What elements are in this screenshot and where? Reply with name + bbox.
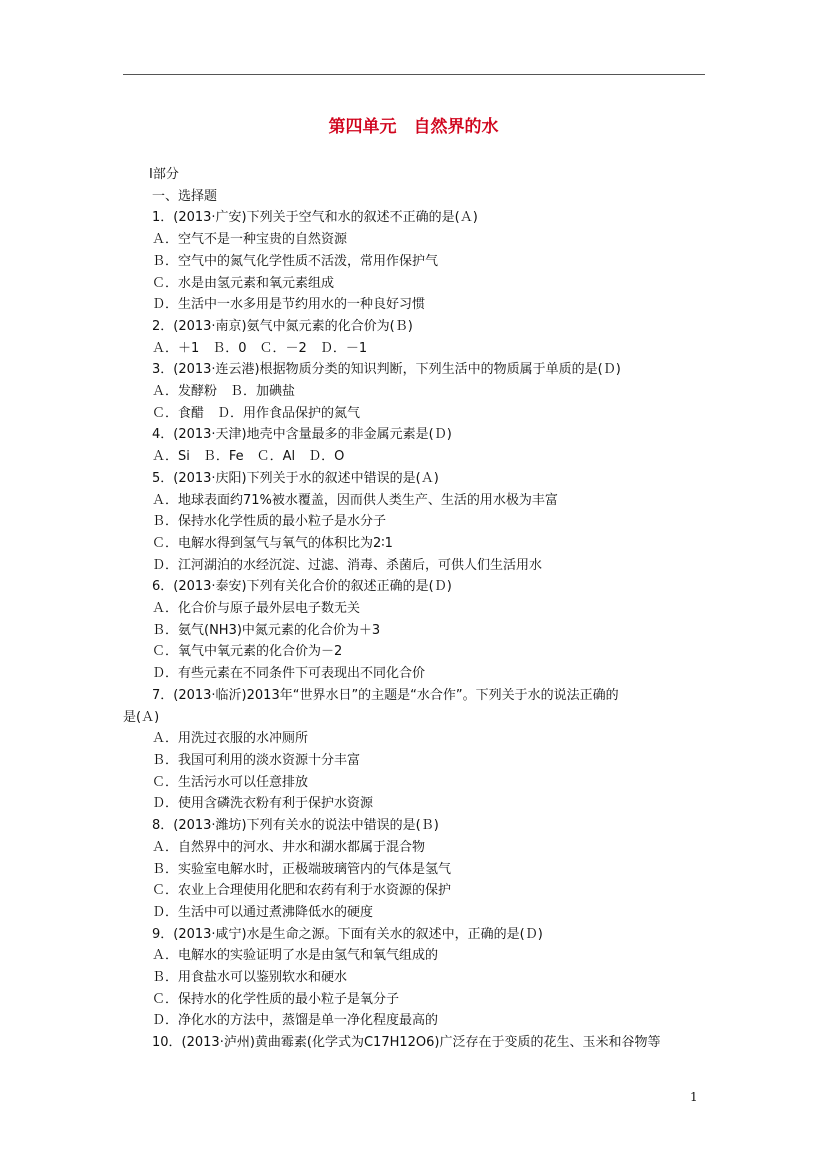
option-line: Ａ．电解水的实验证明了水是由氢气和氧气组成的	[152, 948, 439, 964]
question-stem: 1．(2013·广安)下列关于空气和水的叙述不正确的是(Ａ)	[152, 210, 478, 226]
option-line: Ａ．空气不是一种宝贵的自然资源	[152, 232, 348, 248]
question-stem: 5．(2013·庆阳)下列关于水的叙述中错误的是(Ａ)	[152, 470, 439, 486]
option-line: Ｃ．农业上合理使用化肥和农药有利于水资源的保护	[152, 883, 452, 899]
option-line: Ｄ．生活中可以通过煮沸降低水的硬度	[152, 904, 374, 920]
option-line: Ａ．化合价与原子最外层电子数无关	[152, 601, 361, 617]
subsection-heading: 一、选择题	[152, 188, 218, 204]
option-line: Ｂ．氨气(NH3)中氮元素的化合价为＋3	[152, 622, 381, 638]
option-line: Ｄ．净化水的方法中，蒸馏是单一净化程度最高的	[152, 1013, 439, 1029]
question-stem: 7．(2013·临沂)2013年“世界水日”的主题是“水合作”。下列关于水的说法正确的	[152, 687, 619, 703]
page-title: 第四单元 自然界的水	[328, 117, 499, 137]
option-line: Ｃ．电解水得到氢气与氧气的体积比为2∶1	[152, 535, 393, 551]
question-stem: 4．(2013·天津)地壳中含量最多的非金属元素是(Ｄ)	[152, 427, 452, 443]
option-line: Ｃ．氧气中氧元素的化合价为－2	[152, 644, 343, 660]
option-line: Ａ．发酵粉 Ｂ．加碘盐	[152, 384, 296, 400]
question-stem-continuation: 是(Ａ)	[123, 709, 160, 725]
question-stem: 9．(2013·咸宁)水是生命之源。下面有关水的叙述中，正确的是(Ｄ)	[152, 926, 543, 942]
question-stem: 8．(2013·潍坊)下列有关水的说法中错误的是(Ｂ)	[152, 818, 439, 834]
option-line: Ｃ．生活污水可以任意排放	[152, 774, 309, 790]
option-line: Ｂ．空气中的氮气化学性质不活泼，常用作保护气	[152, 253, 439, 269]
question-stem: 6．(2013·泰安)下列有关化合价的叙述正确的是(Ｄ)	[152, 579, 452, 595]
section-heading: Ⅰ部分	[149, 167, 179, 182]
option-line: Ｂ．用食盐水可以鉴别软水和硬水	[152, 970, 348, 986]
option-line: Ｂ．我国可利用的淡水资源十分丰富	[152, 752, 361, 768]
option-line: Ｂ．保持水化学性质的最小粒子是水分子	[152, 514, 387, 530]
option-line: Ａ．自然界中的河水、井水和湖水都属于混合物	[152, 839, 426, 855]
page-number: 1	[690, 1090, 698, 1104]
option-line: Ｄ．生活中一水多用是节约用水的一种良好习惯	[152, 297, 426, 313]
option-line: Ａ．地球表面约71%被水覆盖，因而供人类生产、生活的用水极为丰富	[152, 492, 558, 508]
document-body	[123, 164, 705, 1054]
question-stem: 2．(2013·南京)氨气中氮元素的化合价为(Ｂ)	[152, 318, 413, 334]
option-line: Ｃ．食醋 Ｄ．用作食品保护的氮气	[152, 405, 361, 421]
option-line: Ａ．Si Ｂ．Fe Ｃ．Al Ｄ．O	[152, 449, 345, 465]
option-line: Ｄ．使用含磷洗衣粉有利于保护水资源	[152, 796, 374, 812]
option-line: Ａ．用洗过衣服的水冲厕所	[152, 731, 309, 747]
question-stem: 3．(2013·连云港)根据物质分类的知识判断，下列生活中的物质属于单质的是(Ｄ)	[152, 362, 621, 378]
option-line: Ｃ．保持水的化学性质的最小粒子是氧分子	[152, 991, 400, 1007]
option-line: Ｄ．江河湖泊的水经沉淀、过滤、消毒、杀菌后，可供人们生活用水	[152, 557, 543, 573]
option-line: Ｄ．有些元素在不同条件下可表现出不同化合价	[152, 666, 426, 682]
question-stem: 10．(2013·泸州)黄曲霉素(化学式为C17H12O6)广泛存在于变质的花生、玉米和谷物等	[152, 1035, 661, 1051]
option-line: Ａ．＋1 Ｂ．0 Ｃ．－2 Ｄ．－1	[152, 340, 368, 356]
header-rule	[123, 74, 705, 75]
option-line: Ｃ．水是由氢元素和氧元素组成	[152, 275, 335, 291]
option-line: Ｂ．实验室电解水时，正极端玻璃管内的气体是氢气	[152, 861, 452, 877]
